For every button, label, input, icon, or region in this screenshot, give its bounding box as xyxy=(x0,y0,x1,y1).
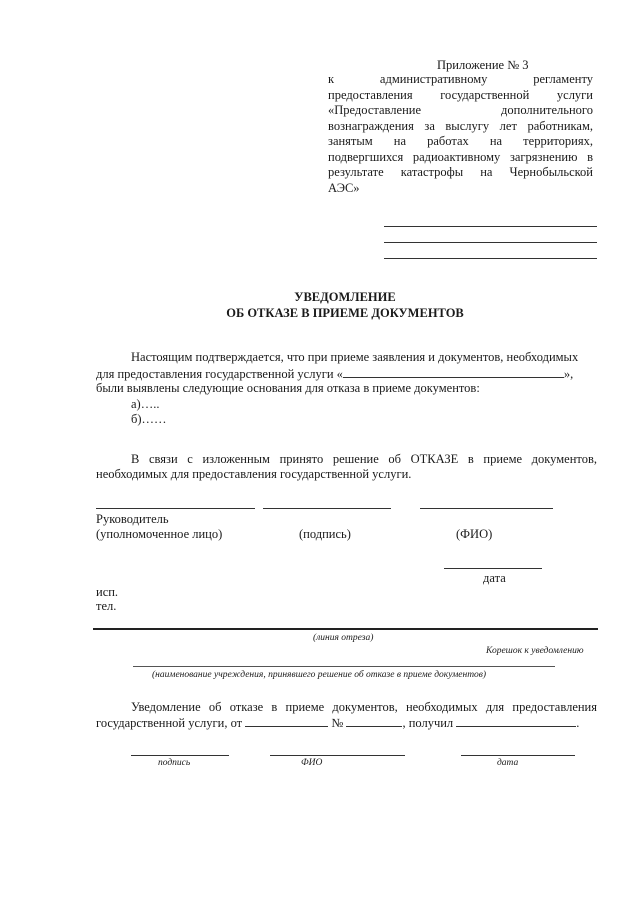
paragraph-1-line-2-end: », xyxy=(563,367,574,381)
appendix-line: подвергшихся радиоактивному загрязнению в xyxy=(328,149,593,164)
name-line[interactable] xyxy=(420,508,553,509)
receipt-name-line[interactable] xyxy=(270,755,405,756)
receipt-text-a: государственной услуги, от xyxy=(96,716,243,730)
service-name-field[interactable] xyxy=(343,366,564,378)
receipt-name-label: ФИО xyxy=(301,758,323,768)
appendix-line: к административному регламенту xyxy=(328,72,593,86)
stub-label: Корешок к уведомлению xyxy=(486,646,584,656)
institution-label: (наименование учреждения, принявшего решение об отказе в приеме документов) xyxy=(152,670,487,680)
receipt-date-label: дата xyxy=(497,758,519,768)
appendix-title: Приложение № 3 xyxy=(437,58,529,72)
cut-line xyxy=(93,628,598,630)
paragraph-1-line-3: были выявлены следующие основания для отказа в приеме документов: xyxy=(96,381,480,395)
receipt-line-1: Уведомление об отказе в приеме документов, необходимых для предоставления xyxy=(131,700,597,714)
receipt-line-2 xyxy=(96,715,579,731)
name-label: (ФИО) xyxy=(456,527,493,541)
appendix-line: результате катастрофы на Чернобыльской xyxy=(328,165,593,179)
phone-label: тел. xyxy=(96,599,117,613)
date-line[interactable] xyxy=(444,568,542,569)
reason-item-b: б)…… xyxy=(131,412,167,426)
receipt-sign-label: подпись xyxy=(158,758,191,768)
role-label: Руководитель xyxy=(96,512,169,526)
addressee-line[interactable] xyxy=(384,226,597,227)
receipt-date-field[interactable] xyxy=(245,715,328,727)
appendix-line: АЭС» xyxy=(328,180,360,195)
institution-line[interactable] xyxy=(133,666,555,667)
addressee-line[interactable] xyxy=(384,242,597,243)
appendix-line: предоставления государственной услуги xyxy=(328,87,593,102)
paragraph-1-line-2 xyxy=(96,366,601,382)
receipt-received-field[interactable] xyxy=(456,715,576,727)
receipt-end: . xyxy=(576,716,580,730)
receipt-number-field[interactable] xyxy=(346,715,402,727)
receipt-sign-line[interactable] xyxy=(131,755,229,756)
appendix-line: «Предоставление дополнительного xyxy=(328,103,593,117)
signature-line[interactable] xyxy=(263,508,391,509)
paragraph-2-line-2: необходимых для предоставления государственной услуги. xyxy=(96,467,412,481)
document-heading xyxy=(0,289,640,321)
signature-label: (подпись) xyxy=(299,527,351,541)
role-sublabel: (уполномоченное лицо) xyxy=(96,527,223,541)
heading-line-1: УВЕДОМЛЕНИЕ xyxy=(294,290,396,304)
executor-label: исп. xyxy=(96,585,119,599)
date-label: дата xyxy=(483,571,506,585)
appendix-line: вознаграждения за выслугу лет работникам, xyxy=(328,118,593,133)
appendix-line: занятым на работах на территориях, xyxy=(328,134,593,148)
receipt-text-c: , получил xyxy=(402,716,454,730)
reason-item-a: а)….. xyxy=(131,397,160,411)
role-line[interactable] xyxy=(96,508,255,509)
paragraph-1-line-1: Настоящим подтверждается, что при приеме заявления и документов, необходимых xyxy=(131,350,579,364)
paragraph-1-line-2-text: для предоставления государственной услуги « xyxy=(96,367,343,381)
addressee-line[interactable] xyxy=(384,258,597,259)
paragraph-2-line-1: В связи с изложенным принято решение об ОТКАЗЕ в приеме документов, xyxy=(131,452,597,466)
cut-line-label: (линия отреза) xyxy=(313,633,374,643)
receipt-number-sign: № xyxy=(331,716,344,730)
heading-line-2: ОБ ОТКАЗЕ В ПРИЕМЕ ДОКУМЕНТОВ xyxy=(226,306,464,320)
receipt-date-line[interactable] xyxy=(461,755,575,756)
appendix-text xyxy=(328,72,593,196)
